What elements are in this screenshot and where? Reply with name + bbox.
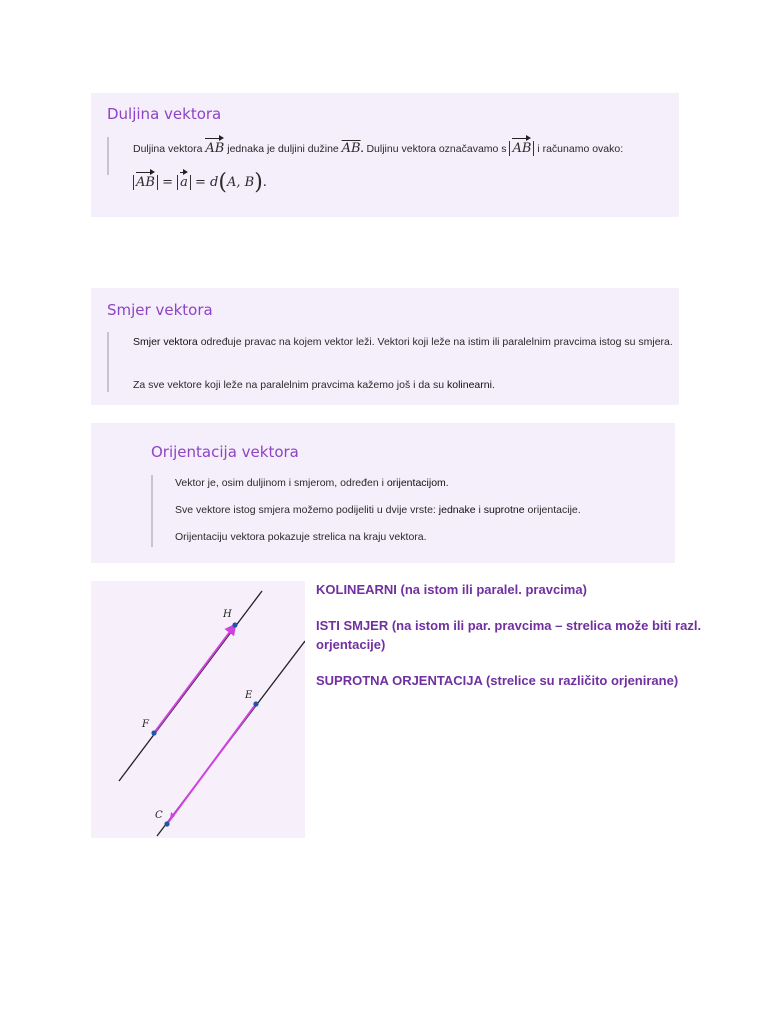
text-strong: suprotne — [483, 504, 525, 516]
section-smjer — [91, 288, 679, 405]
vector-ab-abs: AB — [512, 141, 532, 156]
text-part: i računamo ovako: — [537, 143, 624, 155]
section-title: Smjer vektora — [107, 301, 213, 319]
label-h: H — [223, 609, 232, 620]
label-c: C — [155, 810, 163, 821]
quote-bar — [107, 137, 109, 175]
section-title: Duljina vektora — [107, 105, 222, 123]
note-suprotna: SUPROTNA ORJENTACIJA (strelice su različito orjenirane) — [316, 673, 679, 688]
definition-text: Duljina vektora AB jednaka je duljini dužine $\overline{AB}$. Duljinu vektora označavamo s AB i računamo ovako: — [133, 141, 624, 156]
quote-bar — [107, 332, 109, 392]
formula: AB = a = d(A, B). — [133, 175, 267, 191]
text-part: Za sve vektore koji leže na paralelnim pravcima kažemo još i da su — [133, 379, 445, 391]
text-part: Duljina vektora — [133, 143, 203, 155]
text-part: Sve vektore istog smjera možemo podijeliti u dvije vrste: — [175, 504, 436, 516]
label-f: F — [142, 719, 149, 730]
text-part: određuje pravac na kojem vektor leži. Vektori koji leže na istim ili paralelnim pravcima istog su smjera. — [200, 336, 673, 348]
note-isti-smjer: ISTI SMJER (na istom ili par. pravcima – strelica može biti razl. orjentacije) — [316, 618, 702, 652]
vector-fh — [154, 625, 235, 733]
vector-ce — [167, 704, 256, 824]
text-strong: Smjer vektora — [133, 336, 198, 348]
segment-ab: $\overline{AB}$ — [341, 141, 361, 156]
note-kolinearni: KOLINEARNI (na istom ili paralel. pravcima) — [316, 582, 587, 597]
text-part: orijentacije. — [527, 504, 581, 516]
formula-vector-ab: AB — [136, 175, 155, 190]
text-part: Duljinu vektora označavamo s — [366, 143, 507, 155]
text-strong: jednake — [438, 504, 476, 516]
smjer-line-1 — [133, 334, 673, 350]
formula-d: = d — [195, 175, 219, 190]
orijentacija-line-3: Orijentaciju vektora pokazuje strelica na kraju vektora. — [175, 531, 427, 543]
point-f — [151, 730, 156, 735]
text-part: . — [445, 477, 449, 489]
vector-figure — [91, 581, 305, 838]
smjer-line-2 — [133, 377, 495, 393]
text-part: jednaka je duljini dužine — [227, 143, 339, 155]
text-part: Vektor je, osim duljinom i smjerom, određen i — [175, 477, 384, 489]
text-part: i — [478, 504, 481, 516]
text-strong: kolinearni — [446, 379, 492, 391]
figure-svg — [91, 581, 305, 838]
quote-bar — [151, 475, 153, 547]
label-e: E — [245, 690, 253, 701]
orijentacija-line-1 — [175, 475, 449, 491]
point-h — [232, 622, 237, 627]
text-strong: orijentacijom — [386, 477, 446, 489]
section-duljina — [91, 93, 679, 217]
point-e — [253, 701, 258, 706]
vector-ab: AB — [205, 141, 225, 156]
text-part: . — [491, 379, 495, 391]
orijentacija-line-2 — [175, 502, 581, 518]
point-c — [164, 821, 169, 826]
section-orijentacija — [91, 423, 675, 563]
section-title: Orijentacija vektora — [151, 443, 299, 461]
notes — [316, 580, 756, 707]
formula-vector-a: a — [180, 175, 188, 190]
formula-args: A, B — [226, 175, 255, 190]
